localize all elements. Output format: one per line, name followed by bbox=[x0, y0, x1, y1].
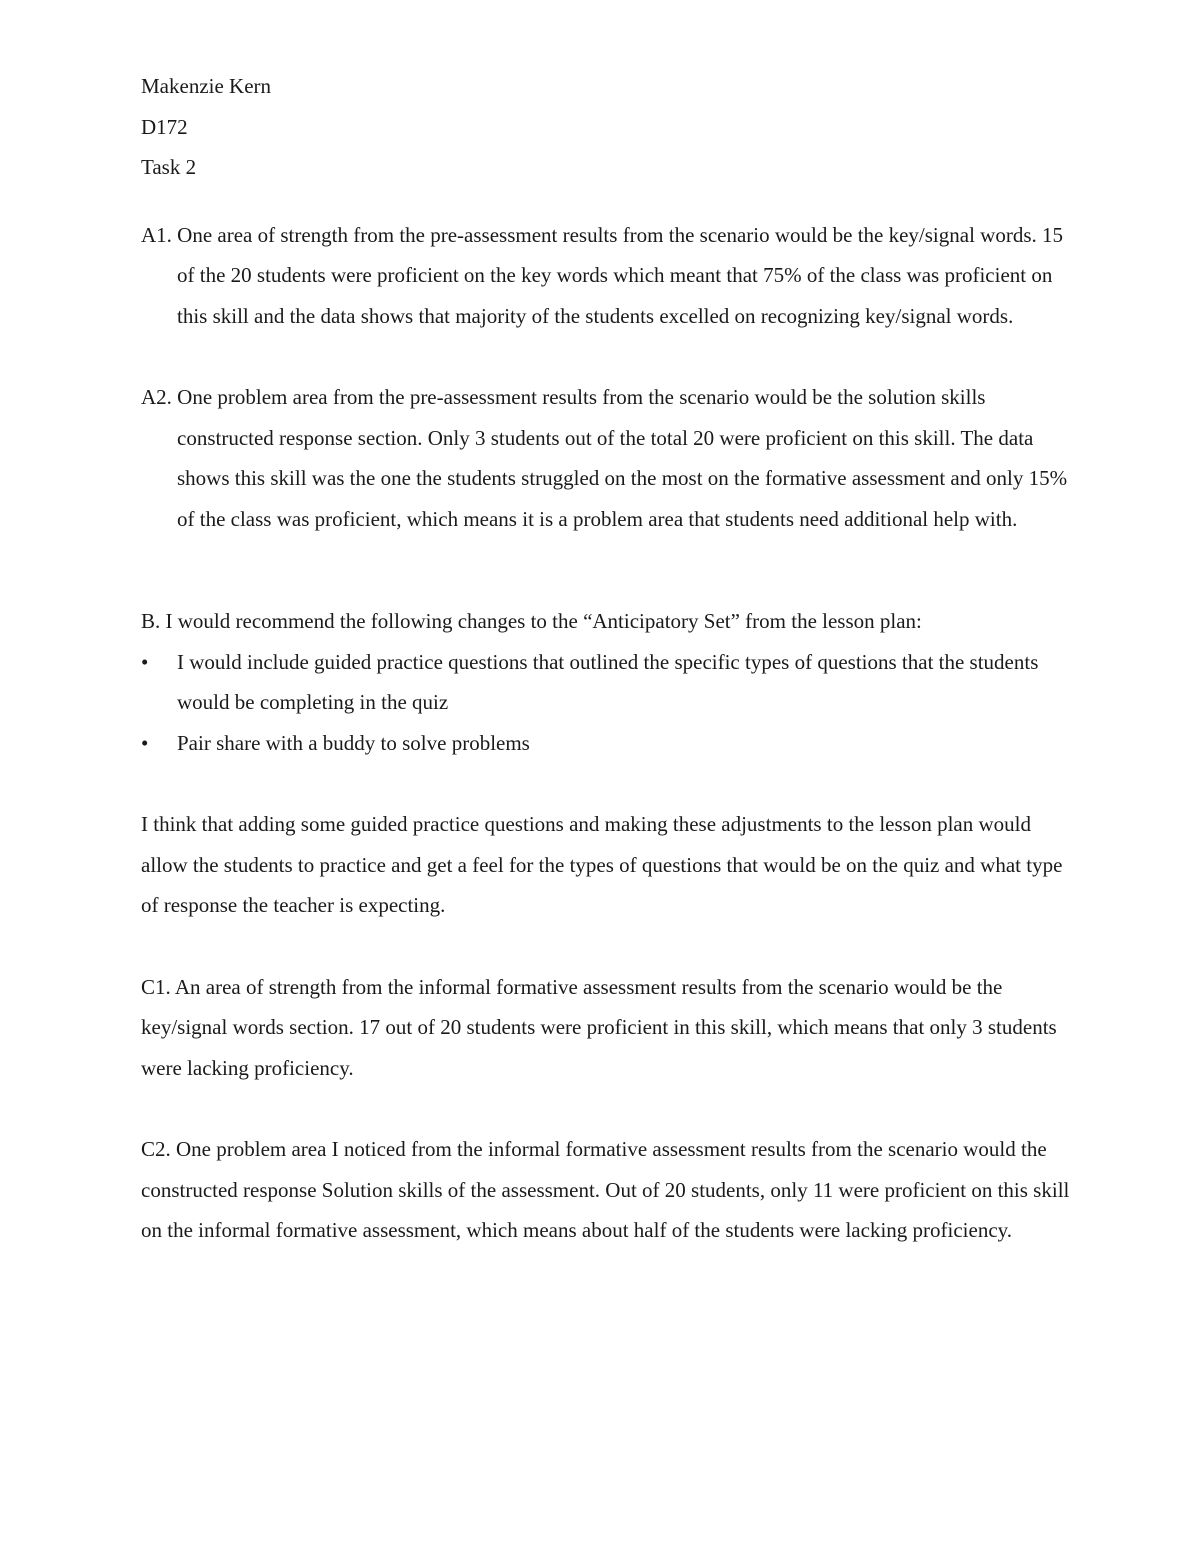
section-a2: A2. One problem area from the pre-assessment results from the scenario would be the solution skills constructed response section. Only 3 students out of the total 20 were proficient on this skill. The data shows this skill was the one the students struggled on the most on the formative assessment and only 15% of the class was proficient, which means it is a problem area that students need additional help with. bbox=[141, 385, 1068, 531]
section-c1: C1. An area of strength from the informal formative assessment results from the scenario would be the key/signal words section. 17 out of 20 students were proficient in this skill, which means that only 3 students were lacking proficiency. bbox=[141, 974, 1057, 1080]
list-item bbox=[141, 723, 1071, 764]
section-b-bullets bbox=[141, 642, 1071, 764]
bullet-text: I would include guided practice questions that outlined the specific types of questions that the students would be completing in the quiz bbox=[177, 649, 1039, 714]
bullet-icon: • bbox=[141, 649, 149, 674]
author-name: Makenzie Kern bbox=[141, 74, 272, 98]
course-code: D172 bbox=[141, 114, 188, 139]
list-item bbox=[141, 642, 1071, 723]
task-label: Task 2 bbox=[141, 155, 197, 179]
bullet-text: Pair share with a buddy to solve problems bbox=[177, 730, 530, 755]
section-c2: C2. One problem area I noticed from the informal formative assessment results from the scenario would the constructed response Solution skills of the assessment. Out of 20 students, only 11 were proficient on this skill on the informal formative assessment, which means about half of the students were lacking proficiency. bbox=[141, 1137, 1070, 1242]
section-a1: A1. One area of strength from the pre-assessment results from the scenario would be the key/signal words. 15 of the 20 students were proficient on the key words which meant that 75% of the class was proficient on this skill and the data shows that majority of the students excelled on recognizing key/signal words. bbox=[141, 222, 1064, 328]
document-body bbox=[141, 66, 1071, 1251]
section-b-intro: B. I would recommend the following changes to the “Anticipatory Set” from the lesson plan: bbox=[141, 609, 922, 633]
section-b-reflection: I think that adding some guided practice questions and making these adjustments to the lesson plan would allow the students to practice and get a feel for the types of questions that would be on the quiz and what type of response the teacher is expecting. bbox=[141, 812, 1063, 917]
bullet-icon: • bbox=[141, 730, 149, 755]
